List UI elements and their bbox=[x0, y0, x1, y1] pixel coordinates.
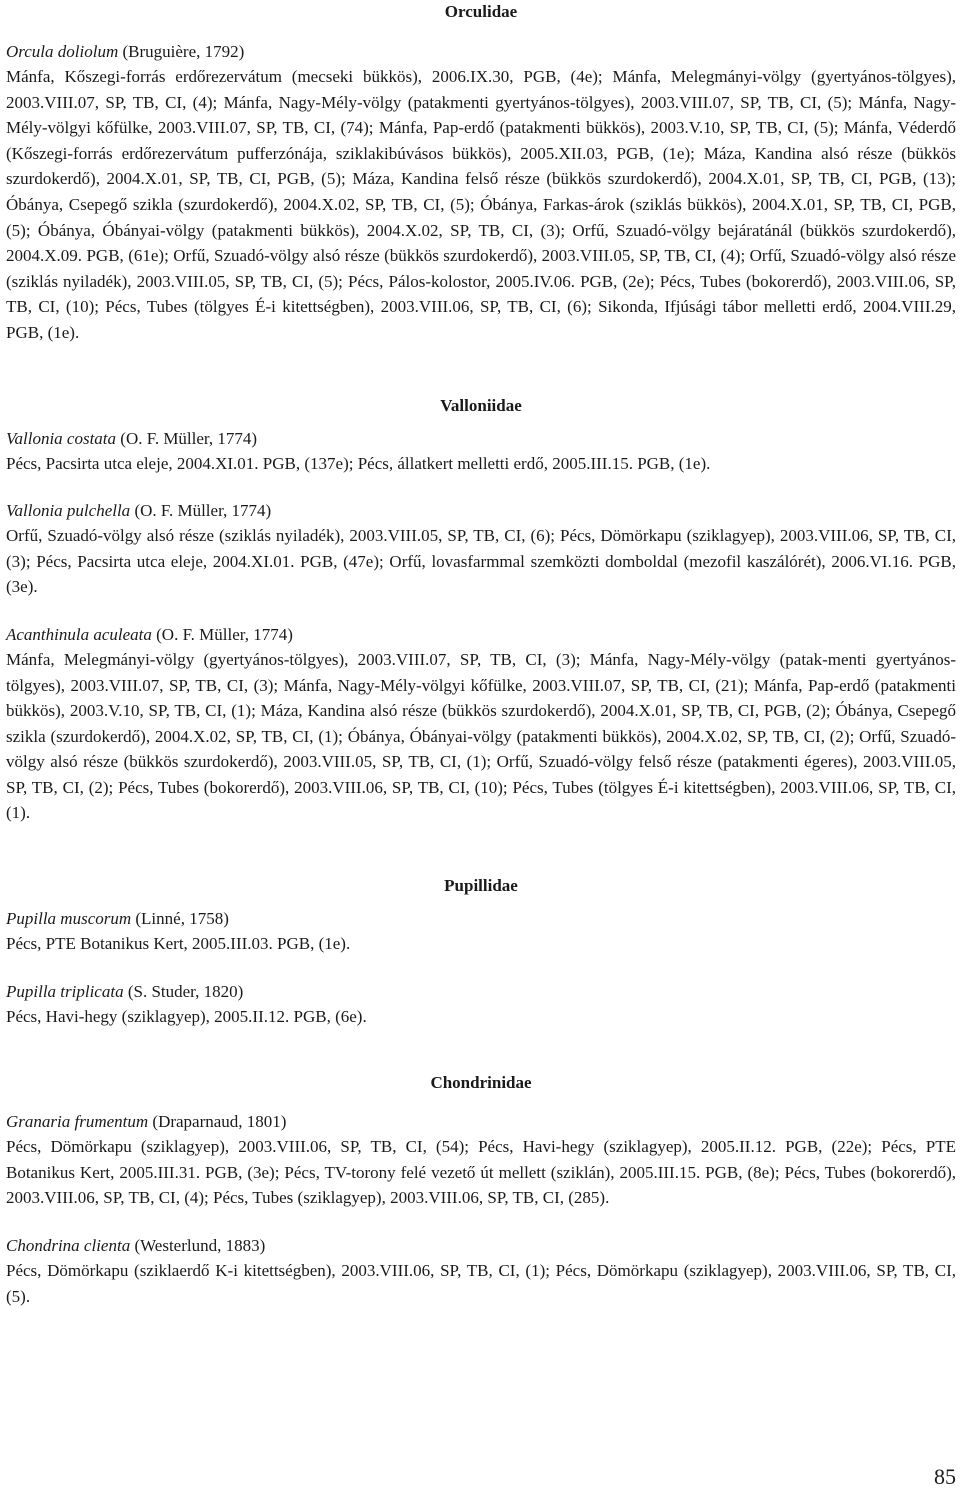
species-author: (S. Studer, 1820) bbox=[123, 981, 244, 1001]
species-entry bbox=[6, 39, 956, 346]
species-name bbox=[6, 498, 956, 523]
species-latin-name: Chondrina clienta bbox=[6, 1236, 131, 1256]
species-name bbox=[6, 1233, 956, 1258]
species-name bbox=[6, 906, 956, 931]
species-entry bbox=[6, 498, 956, 600]
species-records: Pécs, PTE Botanikus Kert, 2005.III.03. PGB, (1e). bbox=[6, 934, 351, 954]
species-records: Orfű, Szuadó-völgy alsó része (sziklás nyiladék), 2003.VIII.05, SP, TB, CI, (6); Pécs, Dömörkapu (sziklagyep), 2003.VIII.06, SP, TB, CI, (3); Pécs, Pacsirta utca eleje, 2004.XI.01. PGB, (47e); Orfű, lovasfarmmal szemközti domboldal (mezofil kaszálórét), 2006.VI.16. PGB, (3e). bbox=[6, 526, 956, 597]
species-entry bbox=[6, 426, 956, 477]
species-name bbox=[6, 1109, 956, 1134]
species-author: (Linné, 1758) bbox=[131, 909, 229, 929]
page-number: 85 bbox=[934, 1464, 956, 1489]
family-heading: Chondrinidae bbox=[430, 1073, 532, 1093]
species-author: (Draparnaud, 1801) bbox=[148, 1112, 287, 1132]
species-latin-name: Vallonia costata bbox=[6, 428, 117, 448]
species-latin-name: Acanthinula aculeata bbox=[6, 624, 152, 644]
species-author: (O. F. Müller, 1774) bbox=[116, 428, 258, 448]
species-latin-name: Pupilla muscorum bbox=[6, 909, 132, 929]
species-records: Mánfa, Kőszegi-forrás erdőrezervátum (mecseki bükkös), 2006.IX.30, PGB, (4e); Mánfa, Melegmányi-völgy (gyertyános-tölgyes), 2003.VIII.07, SP, TB, CI, (4); Mánfa, Nagy-Mély-völgy (patakmenti gyertyános-tölgyes), 2003.VIII.07, SP, TB, CI, (5); Mánfa, Nagy-Mély-völgyi kőfülke, 2003.VIII.07, SP, TB, CI, (74); Mánfa, Pap-erdő (patakmenti bükkös), 2003.V.10, SP, TB, CI, (5); Mánfa, Véderdő (Kőszegi-forrás erdőrezervátum pufferzónája, sziklakibúvásos bükkös), 2005.XII.03, PGB, (1e); Máza, Kandina alsó része (bükkös szurdokerdő), 2004.X.01, SP, TB, CI, PGB, (5); Máza, Kandina felső része (bükkös szurdokerdő), 2004.X.01, SP, TB, CI, PGB, (13); Óbánya, Csepegő szikla (szurdokerdő), 2004.X.02, SP, TB, CI, (5); Óbánya, Farkas-árok (sziklás bükkös), 2004.X.01, SP, TB, CI, PGB, (5); Óbánya, Óbányai-völgy (patakmenti bükkös), 2004.X.02, SP, TB, CI, (3); Orfű, Szuadó-völgy bejáratánál (bükkös szurdokerdő), 2004.X.09. PGB, (61e); Orfű, Szuadó-völgy alsó része (bükkös szurdokerdő), 2003.VIII.05, SP, TB, CI, (4); Orfű, Szuadó-völgy alsó része (sziklás nyiladék), 2003.VIII.05, SP, TB, CI, (5); Pécs, Pálos-kolostor, 2005.IV.06. PGB, (2e); Pécs, Tubes (bokorerdő), 2003.VIII.06, SP, TB, CI, (10); Pécs, Tubes (tölgyes É-i kitettségben), 2003.VIII.06, SP, TB, CI, (6); Sikonda, Ifjúsági tábor melletti erdő, 2004.VIII.29, PGB, (1e). bbox=[6, 67, 956, 342]
species-records: Mánfa, Melegmányi-völgy (gyertyános-tölgyes), 2003.VIII.07, SP, TB, CI, (3); Mánfa, Nagy-Mély-völgy (patak-menti gyertyános-tölgyes), 2003.VIII.07, SP, TB, CI, (3); Mánfa, Nagy-Mély-völgyi kőfülke, 2003.VIII.07, SP, TB, CI, (21); Mánfa, Pap-erdő (patakmenti bükkös), 2003.V.10, SP, TB, CI, (1); Máza, Kandina alsó része (bükkös szurdokerdő), 2004.X.01, SP, TB, CI, PGB, (2); Óbánya, Csepegő szikla (szurdokerdő), 2004.X.02, SP, TB, CI, (1); Óbánya, Óbányai-völgy (patakmenti bükkös), 2004.X.02, SP, TB, CI, (2); Orfű, Szuadó-völgy alsó része (bükkös szurdokerdő), 2003.VIII.05, SP, TB, CI, (1); Orfű, Szuadó-völgy felső része (patakmenti égeres), 2003.VIII.05, SP, TB, CI, (2); Pécs, Tubes (bokorerdő), 2003.VIII.06, SP, TB, CI, (10); Pécs, Tubes (tölgyes É-i kitettségben), 2003.VIII.06, SP, TB, CI, (1). bbox=[6, 649, 956, 823]
species-entry bbox=[6, 979, 956, 1030]
species-entry bbox=[6, 1109, 956, 1211]
species-latin-name: Granaria frumentum bbox=[6, 1112, 149, 1132]
species-entry bbox=[6, 1233, 956, 1309]
species-latin-name: Orcula doliolum bbox=[6, 42, 119, 61]
species-name bbox=[6, 622, 956, 647]
species-latin-name: Pupilla triplicata bbox=[6, 981, 124, 1001]
page-content bbox=[6, 0, 956, 1309]
species-author: (O. F. Müller, 1774) bbox=[151, 624, 293, 644]
family-heading: Valloniidae bbox=[440, 395, 522, 415]
family-heading: Orculidae bbox=[444, 2, 518, 21]
species-author: (Westerlund, 1883) bbox=[130, 1236, 266, 1256]
species-records: Pécs, Pacsirta utca eleje, 2004.XI.01. PGB, (137e); Pécs, állatkert melletti erdő, 2005.III.15. PGB, (1e). bbox=[6, 453, 711, 473]
species-author: (O. F. Müller, 1774) bbox=[130, 501, 272, 521]
family-heading: Pupillidae bbox=[444, 876, 518, 896]
species-name bbox=[6, 426, 956, 451]
species-name bbox=[6, 39, 956, 64]
species-records: Pécs, Dömörkapu (sziklagyep), 2003.VIII.06, SP, TB, CI, (54); Pécs, Havi-hegy (sziklagyep), 2005.II.12. PGB, (22e); Pécs, PTE Botanikus Kert, 2005.III.31. PGB, (3e); Pécs, TV-torony felé vezető út mellett (sziklán), 2005.III.15. PGB, (8e); Pécs, Tubes (bokorerdő), 2003.VIII.06, SP, TB, CI, (4); Pécs, Tubes (sziklagyep), 2003.VIII.06, SP, TB, CI, (285). bbox=[6, 1137, 956, 1208]
species-entry bbox=[6, 622, 956, 826]
species-records: Pécs, Havi-hegy (sziklagyep), 2005.II.12. PGB, (6e). bbox=[6, 1006, 367, 1026]
species-author: (Bruguière, 1792) bbox=[118, 42, 245, 61]
species-entry bbox=[6, 906, 956, 957]
species-latin-name: Vallonia pulchella bbox=[6, 501, 131, 521]
species-name bbox=[6, 979, 956, 1004]
species-records: Pécs, Dömörkapu (sziklaerdő K-i kitettségben), 2003.VIII.06, SP, TB, CI, (1); Pécs, Dömörkapu (sziklagyep), 2003.VIII.06, SP, TB, CI, (5). bbox=[6, 1261, 956, 1306]
